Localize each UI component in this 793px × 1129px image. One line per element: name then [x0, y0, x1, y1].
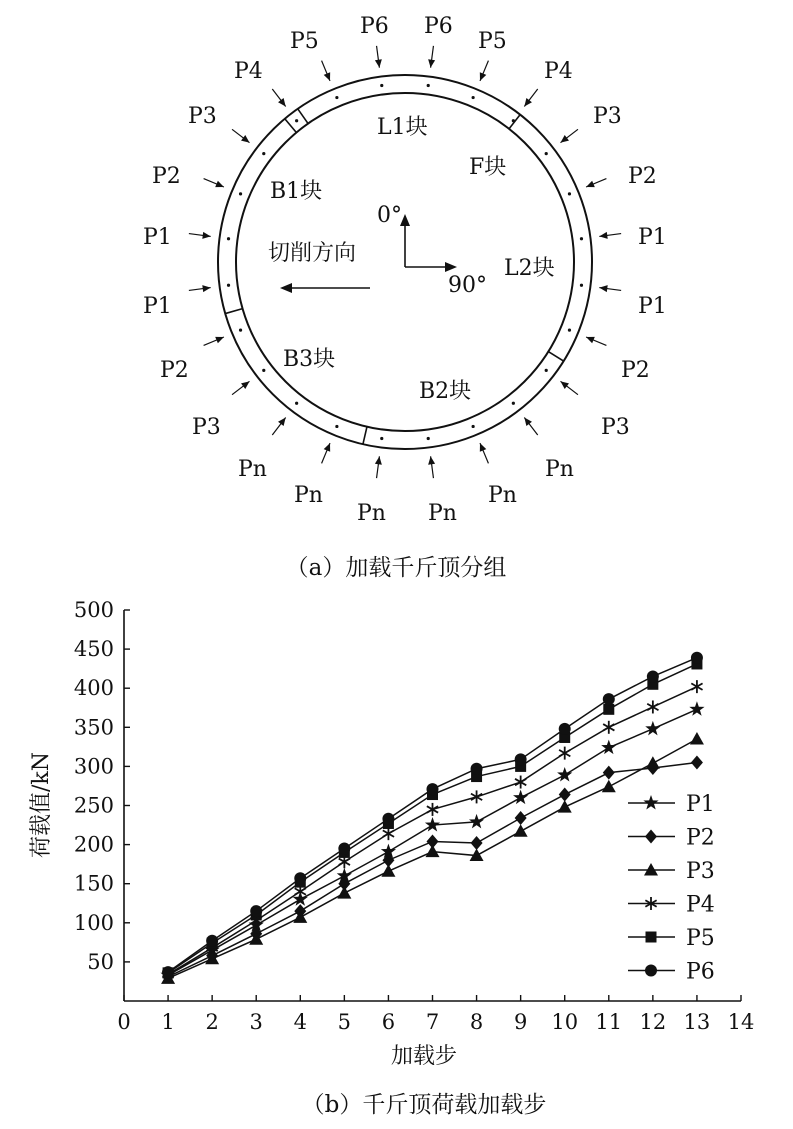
jack-label: P2 — [160, 358, 189, 383]
angle-0-label: 0° — [377, 203, 402, 228]
data-point — [647, 670, 659, 682]
jack-label: P2 — [152, 164, 181, 189]
jack-label: Pn — [545, 457, 574, 482]
cutting-direction-label: 切削方向 — [268, 241, 357, 266]
data-point — [337, 886, 351, 899]
x-tick-label: 2 — [205, 1010, 219, 1034]
jack-arrowhead — [202, 285, 210, 292]
series-line — [168, 687, 697, 975]
jack-label: P5 — [478, 29, 507, 54]
legend-marker — [645, 830, 657, 844]
data-point — [557, 767, 572, 781]
jack-label: P3 — [593, 104, 622, 129]
data-point — [469, 814, 484, 828]
block-label-b3: B3块 — [283, 347, 336, 372]
jack-label: Pn — [428, 501, 457, 526]
data-point — [382, 813, 394, 825]
data-point — [559, 747, 570, 760]
segment-joint — [285, 119, 297, 133]
jack-dot — [239, 329, 242, 332]
jack-arrowhead — [599, 285, 607, 292]
y-tick-label: 500 — [73, 598, 114, 622]
y-tick-label: 300 — [73, 754, 114, 779]
jack-label: P3 — [188, 104, 217, 129]
jack-dot — [512, 119, 515, 122]
jack-dot — [380, 437, 383, 440]
data-point — [427, 803, 438, 816]
y-tick-label: 200 — [73, 832, 114, 857]
y-tick-label: 250 — [73, 793, 114, 818]
jack-arrowhead — [375, 456, 382, 464]
x-tick-label: 11 — [595, 1010, 623, 1034]
jack-arrowhead — [524, 98, 532, 106]
y-tick-label: 350 — [73, 715, 114, 740]
x-tick-label: 1 — [161, 1010, 175, 1034]
legend-marker — [643, 795, 658, 809]
data-point — [691, 652, 703, 664]
jack-arrowhead — [428, 59, 435, 67]
jack-arrowhead — [278, 417, 286, 425]
data-point — [689, 701, 704, 715]
jack-dot — [262, 152, 265, 155]
data-point — [601, 740, 616, 754]
jack-dot — [580, 284, 583, 287]
x-tick-label: 3 — [249, 1010, 263, 1034]
jack-arrowhead — [428, 456, 435, 464]
legend-item — [628, 960, 715, 985]
jack-dot — [227, 237, 230, 240]
data-point — [515, 811, 527, 825]
jack-dot — [472, 425, 475, 428]
segment-joint — [225, 309, 242, 314]
block-label-l1: L1块 — [377, 115, 428, 140]
jack-dot — [335, 96, 338, 99]
x-tick-label: 13 — [683, 1010, 711, 1034]
legend-label: P6 — [686, 959, 715, 985]
jack-arrowhead — [599, 232, 607, 239]
y-tick-label: 150 — [73, 871, 114, 896]
jack-label: P1 — [638, 294, 667, 319]
x-tick-label: 8 — [469, 1010, 484, 1034]
jack-dot — [262, 369, 265, 372]
jack-dot — [568, 329, 571, 332]
caption-b: （b）千斤顶荷载加载步 — [301, 1092, 547, 1118]
jack-dot — [295, 402, 298, 405]
series-line — [168, 739, 697, 978]
segment-joint — [548, 352, 563, 362]
jack-label: P5 — [290, 29, 319, 54]
jack-dot — [545, 152, 548, 155]
data-point — [513, 790, 528, 804]
jack-label: Pn — [294, 483, 323, 508]
legend-item — [628, 826, 715, 851]
legend-label: P1 — [686, 792, 715, 817]
segment-joint — [363, 427, 367, 445]
jack-label: P4 — [234, 59, 263, 84]
legend-marker — [646, 932, 657, 943]
x-tick-label: 4 — [293, 1010, 307, 1034]
jack-load-chart — [29, 598, 754, 1118]
data-point — [338, 843, 350, 855]
x-tick-label: 7 — [425, 1010, 440, 1034]
jack-arrowhead — [202, 232, 210, 239]
jack-grouping-diagram — [143, 14, 667, 581]
y-tick-label: 50 — [87, 949, 114, 974]
data-point — [690, 732, 704, 745]
x-axis-title: 加载步 — [390, 1044, 458, 1069]
x-tick-label: 12 — [639, 1010, 667, 1034]
jack-arrowhead — [241, 135, 249, 143]
data-point — [602, 780, 616, 793]
jack-label: P2 — [628, 164, 657, 189]
data-point — [691, 680, 702, 693]
y-axis-title: 荷载值/kN — [29, 752, 54, 858]
legend — [628, 792, 715, 985]
data-point — [471, 836, 483, 850]
x-tick-label: 5 — [337, 1010, 352, 1034]
jack-dot — [380, 84, 383, 87]
jack-label: P4 — [544, 59, 573, 84]
jack-label: Pn — [488, 483, 517, 508]
x-tick-label: 9 — [513, 1010, 528, 1034]
jack-label: P1 — [143, 225, 172, 250]
data-point — [603, 721, 614, 734]
data-point — [647, 700, 658, 713]
axis-90-arrowhead — [445, 262, 457, 272]
data-point — [646, 756, 660, 769]
jack-dot — [227, 284, 230, 287]
data-point — [294, 872, 306, 884]
data-point — [515, 753, 527, 765]
data-point — [559, 723, 571, 735]
jack-dot — [427, 437, 430, 440]
y-ticks — [74, 598, 130, 974]
legend-item — [628, 893, 715, 918]
jack-label: P3 — [192, 415, 221, 440]
data-point — [471, 763, 483, 775]
y-tick-label: 400 — [73, 676, 114, 701]
jack-arrowhead — [560, 135, 568, 143]
series-P3 — [161, 732, 704, 984]
data-point — [559, 788, 571, 802]
data-point — [645, 721, 660, 735]
jack-label: Pn — [357, 501, 386, 526]
y-tick-label: 100 — [73, 910, 114, 935]
data-point — [250, 905, 262, 917]
jack-label: P1 — [143, 294, 172, 319]
y-tick-label: 450 — [73, 637, 114, 662]
block-label-b1: B1块 — [270, 179, 323, 204]
data-point — [381, 864, 395, 877]
jack-label: Pn — [238, 457, 267, 482]
data-point — [471, 790, 482, 803]
data-point — [427, 783, 439, 795]
jack-label: P2 — [621, 358, 650, 383]
jack-dot — [472, 96, 475, 99]
jack-label: P6 — [360, 14, 389, 39]
jack-dot — [545, 369, 548, 372]
x-tick-label: 6 — [381, 1010, 396, 1034]
jack-dot — [427, 84, 430, 87]
x-tick-label: 10 — [551, 1010, 579, 1034]
series-P4 — [162, 680, 702, 981]
jack-dot — [295, 119, 298, 122]
x-tick-label: 14 — [727, 1010, 755, 1034]
legend-item — [628, 792, 715, 817]
data-point — [603, 693, 615, 705]
jack-label: P6 — [424, 14, 453, 39]
jack-arrowhead — [278, 98, 286, 106]
x-tick-label: 0 — [117, 1010, 131, 1034]
jack-arrowhead — [375, 59, 382, 67]
legend-label: P3 — [686, 859, 715, 884]
jack-label: P3 — [601, 415, 630, 440]
data-point — [426, 845, 440, 858]
legend-marker — [645, 965, 657, 977]
jack-arrowhead — [241, 381, 249, 389]
jack-label: P1 — [638, 225, 667, 250]
legend-label: P2 — [686, 825, 715, 851]
jack-dot — [239, 192, 242, 195]
data-point — [162, 966, 174, 978]
angle-90-label: 90° — [448, 273, 487, 298]
jack-dot — [568, 192, 571, 195]
data-point — [558, 800, 572, 813]
legend-item — [628, 926, 715, 951]
jack-dot — [580, 237, 583, 240]
legend-label: P5 — [686, 926, 715, 951]
data-point — [603, 704, 614, 715]
data-point — [206, 935, 218, 947]
legend-label: P4 — [686, 892, 715, 918]
jack-arrowhead — [524, 417, 532, 425]
data-point — [603, 766, 615, 780]
jack-arrowhead — [560, 381, 568, 389]
data-point — [514, 824, 528, 837]
jack-dot — [512, 402, 515, 405]
segment-joint — [298, 109, 308, 124]
block-label-b2: B2块 — [419, 379, 472, 404]
data-point — [515, 776, 526, 789]
block-label-f: F块 — [469, 155, 507, 180]
jack-dot — [335, 425, 338, 428]
data-point — [425, 817, 440, 831]
block-label-l2: L2块 — [504, 256, 555, 281]
cutting-direction-arrowhead — [280, 283, 292, 293]
legend-item — [628, 859, 715, 884]
series-layer — [160, 652, 704, 984]
caption-a: （a）加载千斤顶分组 — [285, 555, 507, 581]
data-point — [691, 755, 703, 769]
data-point — [383, 827, 394, 840]
